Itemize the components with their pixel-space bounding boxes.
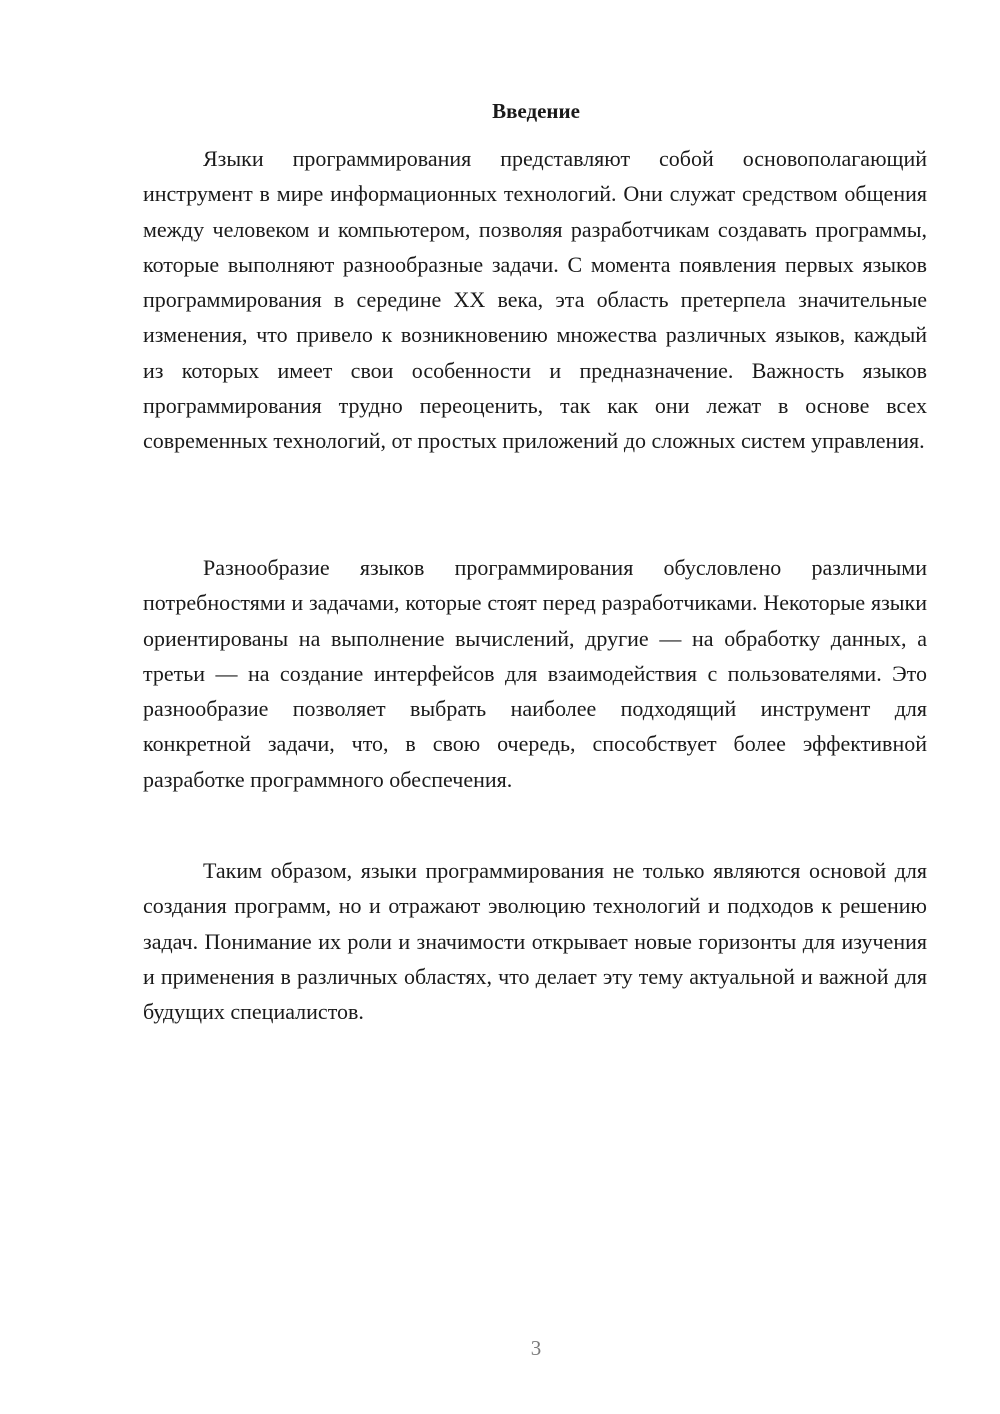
paragraph-intro: Языки программирования представляют собой основополагающий инструмент в мире информационных технологий. Они служат средством общения между человеком и компьютером, позволяя разработчикам создавать программы, которые выполняют разнообразные задачи. С момента появления первых языков программирования в середине XX века, эта область претерпела значительные изменения, что привело к возникновению множества различных языков, каждый из которых имеет свои особенности и предназначение. Важность языков программирования трудно переоценить, так как они лежат в основе всех современных технологий, от простых приложений до сложных систем управления. xyxy=(143,146,927,454)
page-number: 3 xyxy=(530,1336,542,1360)
paragraph-conclusion: Таким образом, языки программирования не только являются основой для создания программ, но и отражают эволюцию технологий и подходов к решению задач. Понимание их роли и значимости открывает новые горизонты для изучения и применения в различных областях, что делает эту тему актуальной и важной для будущих специалистов. xyxy=(143,858,927,1025)
page-title: Введение xyxy=(492,99,580,123)
paragraph-diversity: Разнообразие языков программирования обусловлено различными потребностями и задачами, которые стоят перед разработчиками. Некоторые языки ориентированы на выполнение вычислений, другие — на обработку данных, а третьи — на создание интерфейсов для взаимодействия с пользователями. Это разнообразие позволяет выбрать наиболее подходящий инструмент для конкретной задачи, что, в свою очередь, способствует более эффективной разработке программного обеспечения. xyxy=(143,555,927,792)
